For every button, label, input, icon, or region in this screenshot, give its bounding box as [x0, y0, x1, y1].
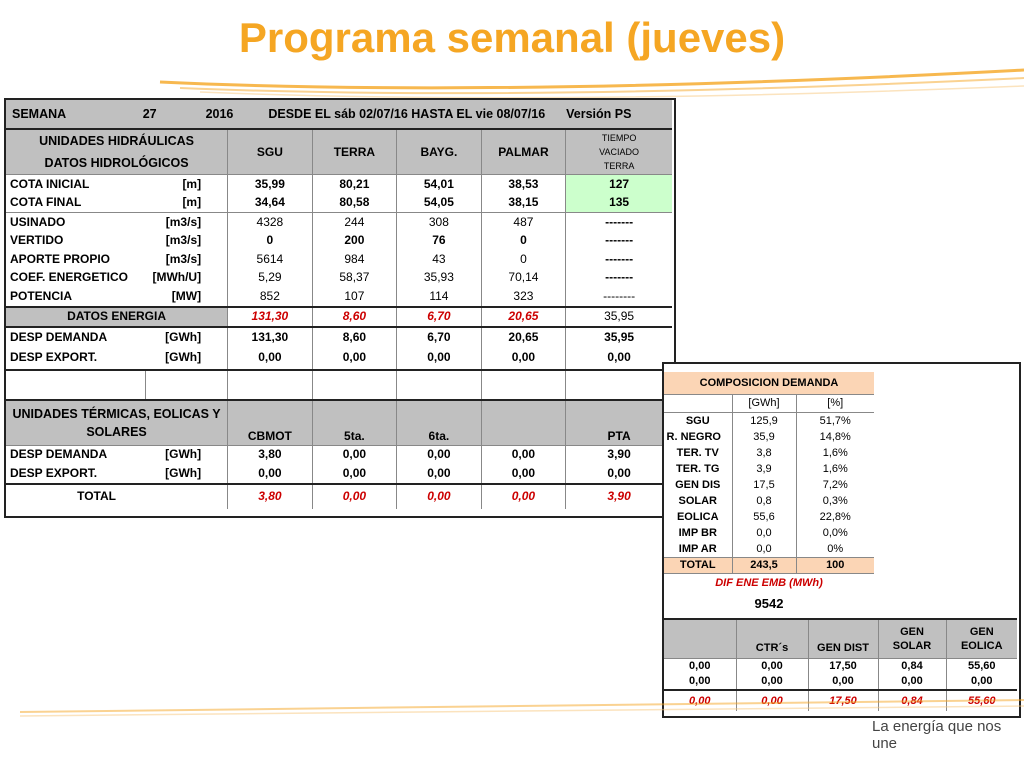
row-label: GEN DIS	[675, 478, 721, 491]
cell: 0,00	[689, 660, 711, 672]
desde-date: sáb 02/07/16	[334, 106, 408, 121]
cell: 0,00	[946, 674, 1017, 690]
cell: 38,15	[481, 194, 566, 213]
cell: 131,30	[228, 327, 313, 347]
cell: -------	[566, 250, 672, 269]
cell: 1,6%	[796, 445, 874, 461]
composition-title: COMPOSICION DEMANDA	[699, 376, 839, 389]
composition-row	[664, 541, 874, 558]
row-label: SOLAR	[678, 494, 717, 507]
hydraulic-program-table	[4, 98, 676, 518]
row-unit: [GWh]	[165, 465, 202, 480]
cell: 4328	[228, 213, 313, 232]
table-row	[6, 175, 672, 194]
page-title: Programa semanal (jueves)	[238, 14, 786, 61]
cell: 20,65	[481, 307, 566, 328]
col-tiempo-vaciado	[566, 129, 672, 175]
cell: 0,00	[481, 347, 566, 370]
cell: 54,01	[397, 175, 482, 194]
week-header-row	[6, 100, 672, 129]
row-label: TER. TV	[676, 446, 719, 459]
row-unit: [MW]	[171, 288, 202, 303]
cell-highlight: 127	[566, 175, 672, 194]
cell: 22,8%	[796, 509, 874, 525]
desde-label: DESDE EL	[268, 106, 331, 121]
demand-composition-panel	[662, 362, 1021, 718]
hasta-label: HASTA EL	[411, 106, 473, 121]
cell: 0,00	[312, 464, 397, 484]
cell: 3,90	[566, 445, 672, 464]
row-label: APORTE PROPIO	[10, 251, 111, 266]
version-label: Versión	[566, 106, 612, 121]
cell: 8,60	[312, 307, 397, 328]
cell: 0,00	[566, 464, 672, 484]
cell: 76	[397, 232, 482, 251]
header-blank	[664, 395, 732, 413]
cell: 0,00	[878, 674, 946, 690]
version-value: PS	[614, 106, 632, 121]
cell: --------	[566, 287, 672, 307]
cell: 70,14	[481, 269, 566, 288]
cell: 55,60	[946, 690, 1017, 711]
cell: 43	[397, 250, 482, 269]
year: 2016	[205, 106, 234, 121]
cell: 0,0	[732, 525, 796, 541]
row-label: POTENCIA	[10, 288, 73, 303]
cell: 3,80	[228, 484, 313, 509]
cell: 17,5	[732, 477, 796, 493]
cell: 6,70	[397, 307, 482, 328]
cell: 0%	[796, 541, 874, 558]
cell: 7,2%	[796, 477, 874, 493]
cell: 8,60	[312, 327, 397, 347]
cell: 0,00	[312, 484, 397, 509]
col-palmar: PALMAR	[481, 129, 566, 175]
cell: 58,37	[312, 269, 397, 288]
thermal-units-heading: UNIDADES TÉRMICAS, EOLICAS Y	[12, 406, 221, 421]
col-pta: PTA	[566, 400, 672, 446]
col-cbmot: CBMOT	[228, 400, 313, 446]
row-label: IMP AR	[678, 542, 717, 555]
table-row	[6, 445, 672, 464]
gen-col-dist: GEN DIST	[808, 619, 878, 659]
composition-row	[664, 509, 874, 525]
thermal-units-heading-2: SOLARES	[86, 424, 147, 439]
composition-row	[664, 413, 874, 430]
gen-solar-bottom: SOLAR	[892, 640, 932, 652]
hydraulic-units-heading: UNIDADES HIDRÁULICAS	[39, 134, 194, 148]
composition-row	[664, 477, 874, 493]
hydraulic-header-row	[6, 129, 672, 175]
cell: 1,6%	[796, 461, 874, 477]
row-unit: [m]	[182, 195, 202, 210]
cell: 0,0	[732, 541, 796, 558]
cell: 55,60	[946, 659, 1017, 675]
cell: 852	[228, 287, 313, 307]
spacer-cell	[145, 370, 227, 400]
cell: 0,00	[397, 445, 482, 464]
gen-col-eolica	[946, 619, 1017, 659]
cell: 35,93	[397, 269, 482, 288]
cell: 3,80	[228, 445, 313, 464]
cell: 0,00	[689, 694, 711, 707]
cell: 80,58	[312, 194, 397, 213]
cell: 0,00	[689, 675, 711, 687]
table-row	[6, 194, 672, 213]
composition-row	[664, 429, 874, 445]
gen-col-blank	[664, 619, 736, 659]
cell: 0,00	[228, 347, 313, 370]
composition-title-row	[664, 372, 874, 395]
tiempo-line-3: TERRA	[603, 161, 635, 171]
cell: 35,9	[732, 429, 796, 445]
cell: 17,50	[808, 659, 878, 675]
spacer-cell	[228, 370, 313, 400]
cell: 20,65	[481, 327, 566, 347]
cell: 6,70	[397, 327, 482, 347]
col-terra: TERRA	[312, 129, 397, 175]
header-pct: [%]	[796, 395, 874, 413]
cell: 244	[312, 213, 397, 232]
cell: 0,0%	[796, 525, 874, 541]
footer-swoosh	[0, 690, 1024, 750]
cell: 38,53	[481, 175, 566, 194]
composition-header-row	[664, 395, 874, 413]
spacer-cell	[566, 370, 672, 400]
cell: 35,99	[228, 175, 313, 194]
row-unit: [m]	[182, 176, 202, 191]
spacer-cell	[664, 364, 874, 372]
row-label: DESP EXPORT.	[10, 350, 98, 364]
total-label: TOTAL	[77, 489, 116, 503]
cell: 487	[481, 213, 566, 232]
row-label: TER. TG	[676, 462, 720, 475]
composition-row	[664, 493, 874, 509]
composition-row	[664, 461, 874, 477]
thermal-header-row	[6, 400, 672, 446]
cell: 0,00	[566, 347, 672, 370]
cell: 54,05	[397, 194, 482, 213]
row-label: COEF. ENERGETICO	[10, 270, 129, 285]
composition-table	[664, 364, 874, 614]
cell: 5614	[228, 250, 313, 269]
cell: 0,3%	[796, 493, 874, 509]
row-label: DESP DEMANDA	[10, 329, 108, 344]
col-empty	[481, 400, 566, 446]
cell: 0,00	[481, 445, 566, 464]
cell: 323	[481, 287, 566, 307]
cell: 80,21	[312, 175, 397, 194]
generation-row	[664, 674, 1017, 690]
row-unit: [m3/s]	[165, 233, 202, 248]
cell: 125,9	[732, 413, 796, 430]
cell: 3,9	[732, 461, 796, 477]
cell: 0,00	[312, 347, 397, 370]
cell: -------	[566, 232, 672, 251]
gen-eolica-top: GEN	[969, 626, 994, 638]
table-row	[6, 250, 672, 269]
cell: 114	[397, 287, 482, 307]
row-label: COTA INICIAL	[10, 176, 90, 191]
row-label: DATOS ENERGIA	[6, 307, 228, 328]
company-tagline: La energía que nos une	[872, 718, 1002, 752]
dif-ene-label: DIF ENE EMB (MWh)	[715, 576, 823, 589]
cell: -------	[566, 269, 672, 288]
row-unit: [m3/s]	[165, 214, 202, 229]
composition-total-row	[664, 558, 874, 574]
cell: 0,00	[736, 674, 808, 690]
cell: 34,64	[228, 194, 313, 213]
gen-col-solar	[878, 619, 946, 659]
spacer-cell	[397, 370, 482, 400]
cell: 0,00	[736, 659, 808, 675]
cell: 107	[312, 287, 397, 307]
tiempo-line-1: TIEMPO	[601, 133, 637, 143]
week-number: 27	[142, 106, 157, 121]
cell: 0,00	[397, 347, 482, 370]
row-label: USINADO	[10, 214, 66, 229]
cell: 0	[481, 250, 566, 269]
cell: 0	[228, 232, 313, 251]
hasta-date: vie 08/07/16	[475, 106, 546, 121]
cell: 200	[312, 232, 397, 251]
cell: 0,00	[312, 445, 397, 464]
generation-row	[664, 659, 1017, 675]
total-row	[6, 484, 672, 509]
cell: 0	[481, 232, 566, 251]
composition-row	[664, 445, 874, 461]
row-label: R. NEGRO	[666, 430, 721, 443]
dif-ene-value: 9542	[754, 595, 784, 611]
gen-solar-top: GEN	[900, 626, 924, 638]
table-row	[6, 269, 672, 288]
cell: 55,6	[732, 509, 796, 525]
cell: 5,29	[228, 269, 313, 288]
row-unit: [MWh/U]	[152, 270, 202, 285]
table-row	[6, 232, 672, 251]
hydrologic-data-heading: DATOS HIDROLÓGICOS	[44, 156, 189, 170]
cell: 0,00	[397, 464, 482, 484]
cell: 0,8	[732, 493, 796, 509]
table-row	[6, 327, 672, 347]
dif-value-row	[664, 592, 874, 614]
row-unit: [GWh]	[165, 350, 202, 364]
cell: 0,00	[736, 690, 808, 711]
col-5ta: 5ta.	[312, 400, 397, 446]
row-label: VERTIDO	[10, 233, 64, 248]
spacer-cell	[481, 370, 566, 400]
table-row	[6, 464, 672, 484]
cell: 0,00	[481, 464, 566, 484]
cell: 243,5	[732, 558, 796, 574]
row-label: DESP EXPORT.	[10, 465, 98, 480]
col-bayg: BAYG.	[397, 129, 482, 175]
gen-col-ctrs: CTR´s	[736, 619, 808, 659]
cell: -------	[566, 213, 672, 232]
cell: 0,84	[878, 690, 946, 711]
cell: 35,95	[566, 307, 672, 328]
cell: 51,7%	[796, 413, 874, 430]
cell: 3,8	[732, 445, 796, 461]
spacer-cell	[6, 370, 145, 400]
composition-row	[664, 525, 874, 541]
cell: 3,90	[566, 484, 672, 509]
dif-label-row	[664, 574, 874, 593]
cell: 0,00	[228, 464, 313, 484]
cell: 131,30	[228, 307, 313, 328]
row-label: COTA FINAL	[10, 195, 82, 210]
cell: 984	[312, 250, 397, 269]
col-sgu: SGU	[228, 129, 313, 175]
generation-header-row	[664, 619, 1017, 659]
row-label: DESP DEMANDA	[10, 447, 108, 462]
cell: 0,00	[397, 484, 482, 509]
total-label: TOTAL	[679, 559, 716, 571]
cell: 308	[397, 213, 482, 232]
col-6ta: 6ta.	[397, 400, 482, 446]
row-unit: [GWh]	[165, 447, 202, 462]
table-row	[6, 287, 672, 307]
row-label: IMP BR	[678, 526, 717, 539]
tiempo-line-2: VACIADO	[599, 147, 639, 157]
spacer-cell	[312, 370, 397, 400]
energy-data-row	[6, 307, 672, 328]
spacer-row	[6, 370, 672, 400]
row-label: EOLICA	[676, 510, 719, 523]
cell: 35,95	[566, 327, 672, 347]
table-row	[6, 347, 672, 370]
cell: 100	[796, 558, 874, 574]
row-unit: [GWh]	[165, 329, 202, 344]
cell: 17,50	[808, 690, 878, 711]
cell: 0,00	[481, 484, 566, 509]
cell-highlight: 135	[566, 194, 672, 213]
row-unit: [m3/s]	[165, 251, 202, 266]
table-row	[6, 213, 672, 232]
gen-eolica-bottom: EOLICA	[960, 640, 1003, 652]
week-label: SEMANA	[12, 106, 66, 121]
cell: 0,84	[878, 659, 946, 675]
header-gwh: [GWh]	[732, 395, 796, 413]
row-label: SGU	[685, 414, 710, 427]
cell: 14,8%	[796, 429, 874, 445]
cell: 0,00	[808, 674, 878, 690]
